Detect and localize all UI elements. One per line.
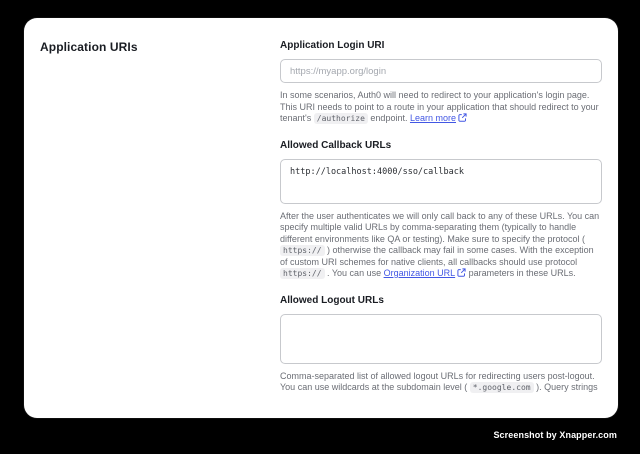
application-login-uri-label: Application Login URI: [280, 40, 385, 51]
inline-code: https://: [280, 268, 325, 279]
inline-code: /authorize: [314, 113, 368, 124]
allowed-callback-urls-label: Allowed Callback URLs: [280, 139, 392, 151]
section-title: Application URIs: [40, 40, 138, 54]
field-allowed-logout-urls: [280, 295, 602, 394]
allowed-callback-urls-textarea[interactable]: [280, 159, 602, 204]
application-login-uri-input[interactable]: [280, 59, 602, 83]
inline-code: *.google.com: [470, 382, 534, 393]
external-link-icon: [457, 268, 466, 281]
help-link[interactable]: Learn more: [409, 113, 456, 123]
allowed-callback-urls-help: After the user authenticates we will only call back to any of these URLs. You can specify multiple valid URLs by comma-separating them (typically to handle different environments like QA or testing). Make sure to specify the protocol ( https:// ) otherwise the callback may fail in some cases. With the exception of custom URI schemes for native clients, all callbacks should use protocol https:// . You can use Organization URL parameters in these URLs.: [280, 211, 602, 281]
allowed-logout-urls-help: Comma-separated list of allowed logout URLs for redirecting users post-logout. You can use wildcards at the subdomain level ( *.google.com ). Query strings: [280, 370, 598, 392]
section-title-column: [40, 40, 280, 396]
application-login-uri-help: In some scenarios, Auth0 will need to redirect to your application's login page. This URI needs to point to a route in your application that should redirect to your tenant's /authorize endpoint. Learn more: [280, 90, 602, 126]
watermark: Screenshot by Xnapper.com: [493, 430, 617, 440]
external-link-icon: [458, 113, 467, 126]
form-column: [280, 40, 602, 396]
application-uris-card: [24, 18, 618, 418]
allowed-logout-urls-label: Allowed Logout URLs: [280, 294, 384, 306]
inline-code: https://: [280, 245, 325, 256]
help-link[interactable]: Organization URL: [383, 268, 456, 278]
field-application-login-uri: [280, 40, 602, 126]
field-allowed-callback-urls: [280, 140, 602, 281]
allowed-logout-urls-textarea[interactable]: [280, 314, 602, 364]
